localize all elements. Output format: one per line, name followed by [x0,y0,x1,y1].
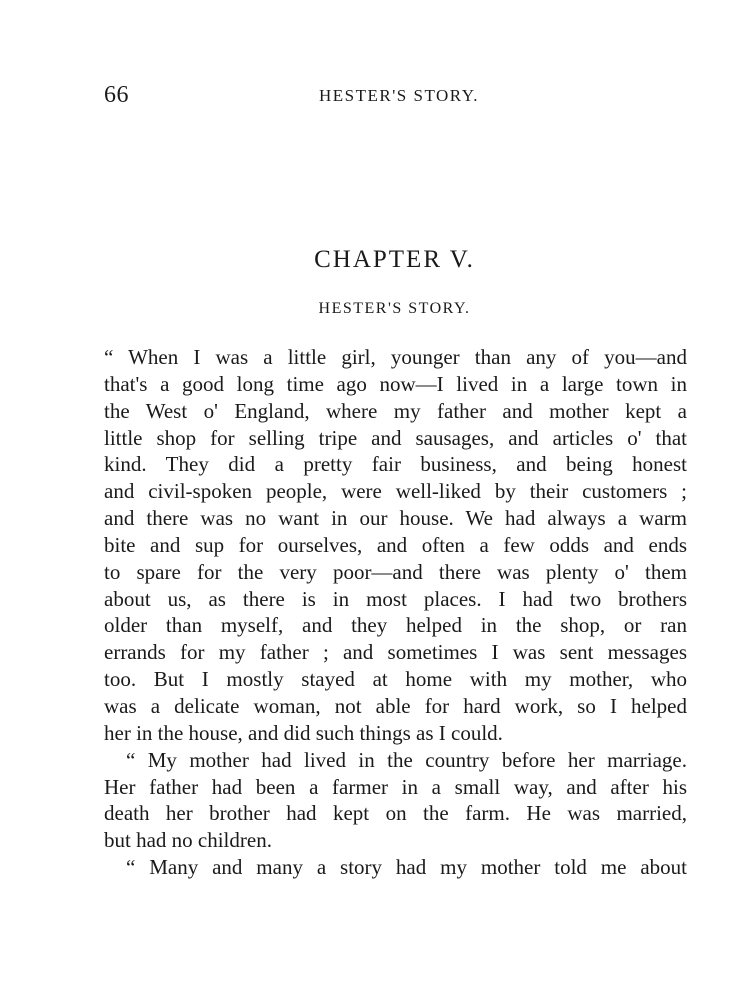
text-line: but had no children. [104,828,272,853]
text-line: Her father had been a farmer in a small way, and after his [104,774,687,799]
text-line: older than myself, and they helped in the shop, or ran [104,613,687,638]
text-line: death her brother had kept on the farm. He was married, [104,801,687,826]
page-number: 66 [104,82,129,108]
text-line: the West o' England, where my father and mother kept a [104,398,687,423]
body-text [104,344,687,881]
running-title: HESTER'S STORY. [319,86,480,105]
text-line: too. But I mostly stayed at home with my mother, who [104,667,687,692]
text-line: about us, as there is in most places. I had two brothers [104,586,687,611]
chapter-subtitle: HESTER'S STORY. [318,300,471,317]
text-line: “ Many and many a story had my mother told me about [126,855,687,880]
text-line: errands for my father ; and sometimes I was sent messages [104,640,687,665]
running-head [104,82,687,112]
text-line: that's a good long time ago now—I lived in a large town in [104,371,687,396]
text-line: was a delicate woman, not able for hard work, so I helped [104,693,687,718]
text-line: little shop for selling tripe and sausages, and articles o' that [104,425,687,450]
text-line: bite and sup for ourselves, and often a few odds and ends [104,532,687,557]
chapter-title: CHAPTER V. [314,246,475,273]
text-line: “ When I was a little girl, younger than any of you—and [104,345,687,369]
text-line: and there was no want in our house. We had always a warm [104,506,687,531]
text-line: kind. They did a pretty fair business, and being honest [104,452,687,477]
text-line: to spare for the very poor—and there was plenty o' them [104,559,687,584]
text-line: “ My mother had lived in the country before her marriage. [126,747,687,772]
text-line: her in the house, and did such things as I could. [104,720,503,745]
text-line: and civil-spoken people, were well-liked by their customers ; [104,479,687,504]
